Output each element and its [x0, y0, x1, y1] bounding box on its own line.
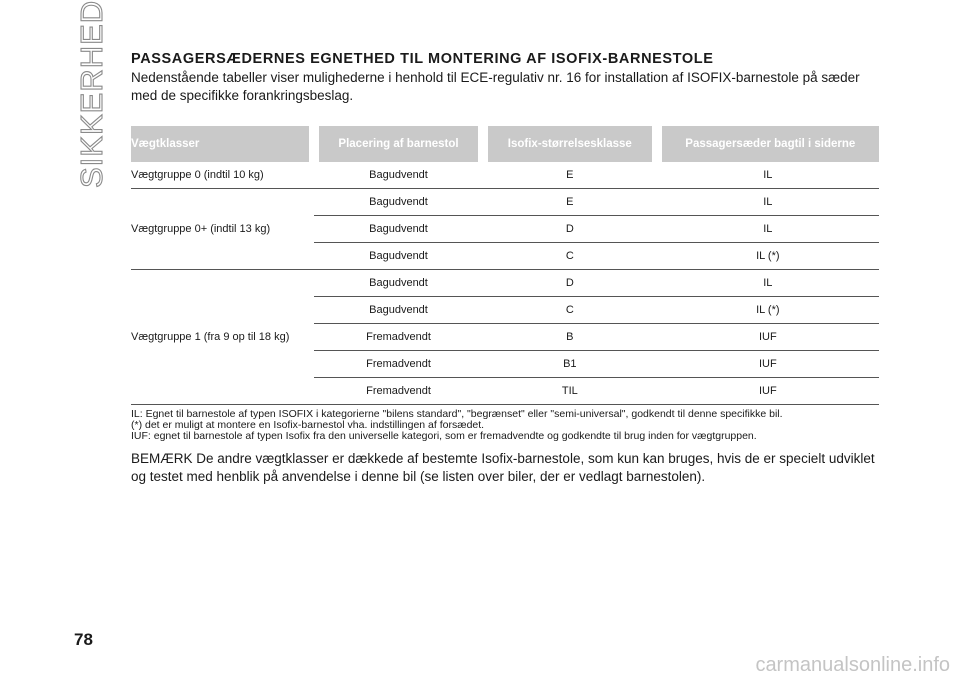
rear-seat-cell: IL (*): [657, 297, 879, 324]
placement-cell: Bagudvendt: [314, 243, 483, 270]
rear-seat-cell: IUF: [657, 378, 879, 405]
watermark: carmanualsonline.info: [755, 654, 950, 676]
size-class-cell: D: [483, 270, 657, 297]
table-body: [131, 162, 879, 405]
size-class-cell: C: [483, 297, 657, 324]
rear-seat-cell: IL: [657, 216, 879, 243]
column-header: Vægtklasser: [131, 126, 314, 162]
footnote: (*) det er muligt at montere en Isofix-barnestol vha. indstillingen af forsædet.: [131, 419, 485, 431]
section-side-title: [70, 0, 120, 188]
column-header: Isofix-størrelsesklasse: [483, 126, 657, 162]
table-row: [131, 162, 879, 189]
rear-seat-cell: IUF: [657, 351, 879, 378]
content: [131, 50, 879, 105]
isofix-table: [131, 126, 879, 405]
size-class-cell: E: [483, 162, 657, 189]
placement-cell: Bagudvendt: [314, 270, 483, 297]
weight-class-cell: Vægtgruppe 1 (fra 9 op til 18 kg): [131, 270, 314, 405]
placement-cell: Bagudvendt: [314, 297, 483, 324]
size-class-cell: C: [483, 243, 657, 270]
table-row: [131, 189, 879, 216]
size-class-cell: D: [483, 216, 657, 243]
column-header: Passagersæder bagtil i siderne: [657, 126, 879, 162]
remark-paragraph: BEMÆRK De andre vægtklasser er dækkede af bestemte Isofix-barnestole, som kun kan bruges, hvis de er specielt udviklet og testet med henblik på anvendelse i denne bil (se listen over biler, der er vedlagt barnestolen).: [131, 451, 875, 484]
footnotes: [131, 409, 879, 442]
intro-paragraph: Nedenstående tabeller viser mulighederne i henhold til ECE-regulativ nr. 16 for installation af ISOFIX-barnestole på sæder med de specifikke forankringsbeslag.: [131, 70, 860, 103]
footnote: IL: Egnet til barnestole af typen ISOFIX i kategorierne "bilens standard", "begrænset" eller "semi-universal", godkendt til denne specifikke bil.: [131, 408, 783, 420]
placement-cell: Fremadvendt: [314, 378, 483, 405]
table-row: [131, 270, 879, 297]
size-class-cell: B1: [483, 351, 657, 378]
column-header: Placering af barnestol: [314, 126, 483, 162]
size-class-cell: B: [483, 324, 657, 351]
placement-cell: Bagudvendt: [314, 189, 483, 216]
weight-class-cell: Vægtgruppe 0+ (indtil 13 kg): [131, 189, 314, 270]
rear-seat-cell: IL (*): [657, 243, 879, 270]
rear-seat-cell: IL: [657, 270, 879, 297]
page-title: PASSAGERSÆDERNES EGNETHED TIL MONTERING AF ISOFIX-BARNESTOLE: [131, 51, 714, 67]
footnote: IUF: egnet til barnestole af typen Isofix fra den universelle kategori, som er fremadvendte og godkendte til brug inden for vægtgruppen.: [131, 430, 757, 442]
weight-class-cell: Vægtgruppe 0 (indtil 10 kg): [131, 162, 314, 189]
placement-cell: Bagudvendt: [314, 216, 483, 243]
size-class-cell: TIL: [483, 378, 657, 405]
size-class-cell: E: [483, 189, 657, 216]
rear-seat-cell: IL: [657, 162, 879, 189]
table-header-row: [131, 126, 879, 162]
section-side-title-text: SIKKERHED: [74, 0, 109, 188]
rear-seat-cell: IL: [657, 189, 879, 216]
rear-seat-cell: IUF: [657, 324, 879, 351]
placement-cell: Bagudvendt: [314, 162, 483, 189]
placement-cell: Fremadvendt: [314, 324, 483, 351]
placement-cell: Fremadvendt: [314, 351, 483, 378]
page-number: 78: [74, 630, 93, 649]
